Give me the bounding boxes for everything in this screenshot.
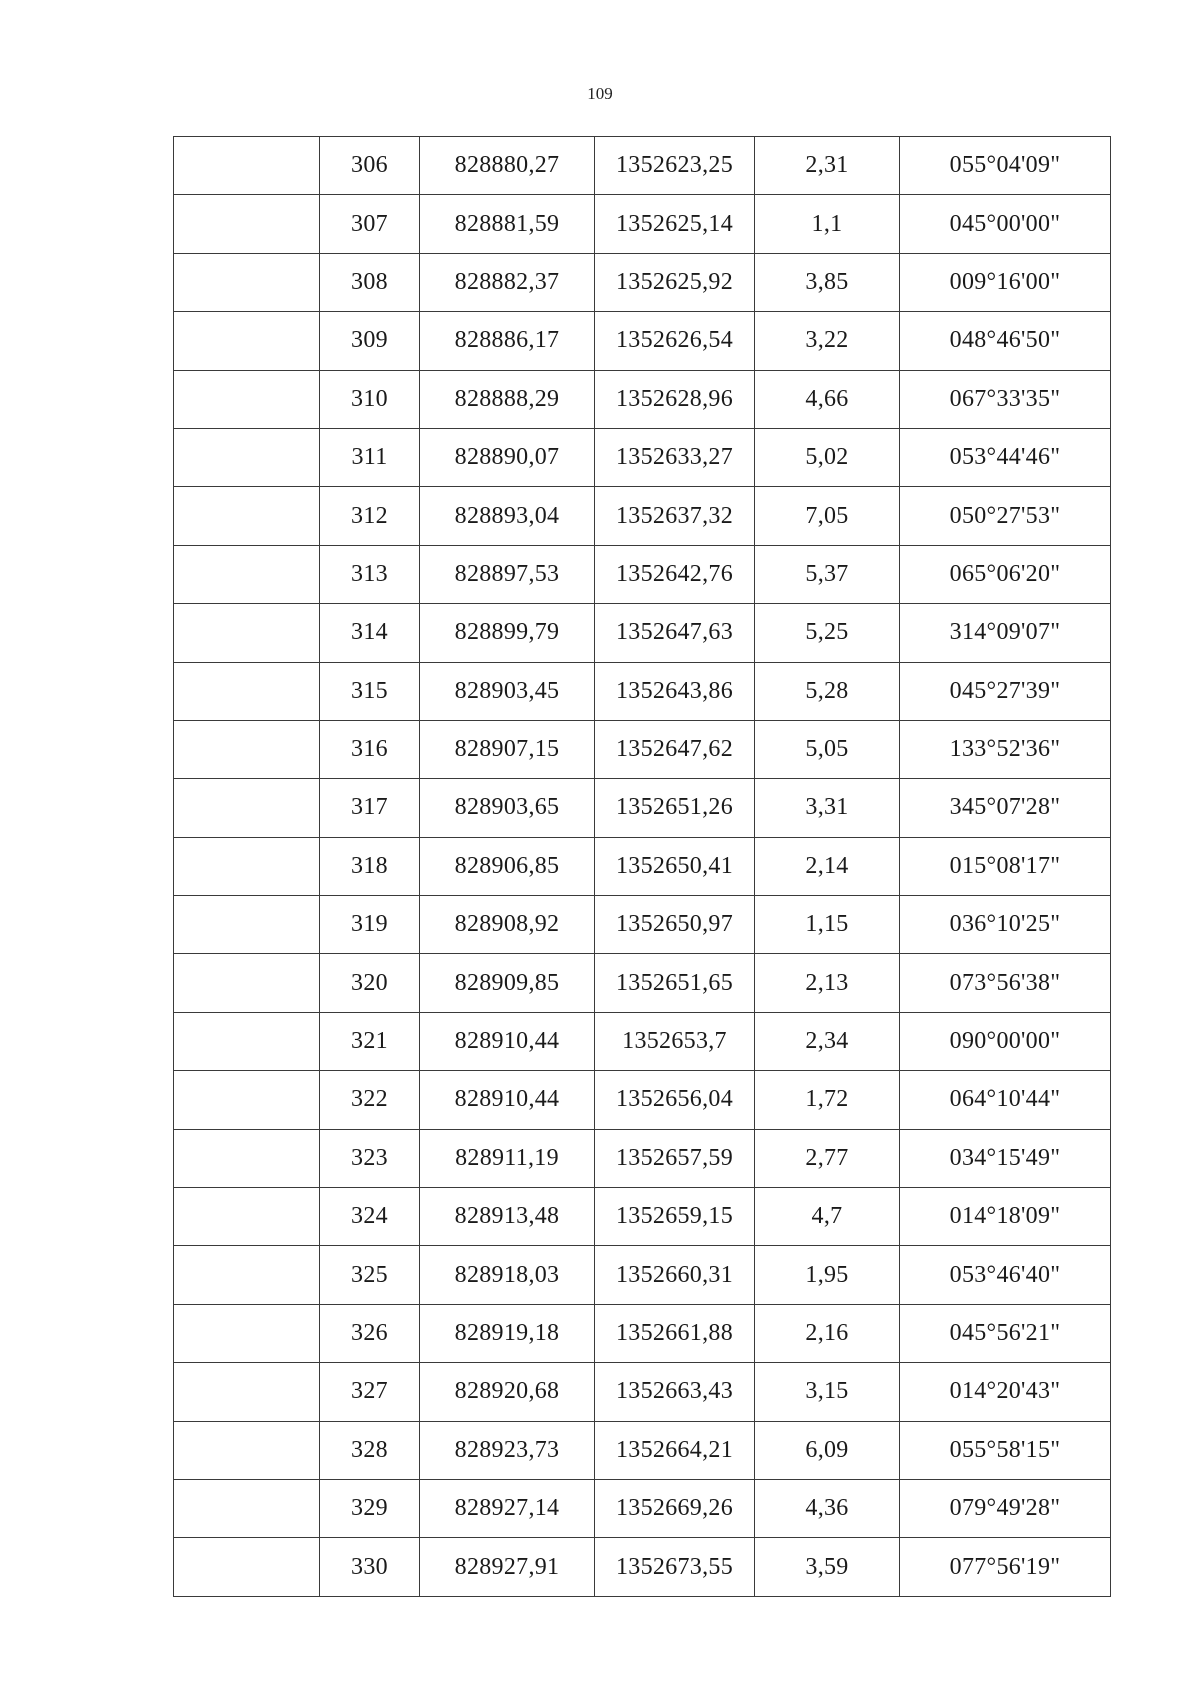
length-cell: 3,15: [755, 1363, 900, 1421]
x-coordinate-cell: 828920,68: [420, 1363, 595, 1421]
x-coordinate-cell: 828913,48: [420, 1188, 595, 1246]
direction-angle-cell: 050°27'53": [900, 487, 1111, 545]
x-coordinate-cell: 828907,15: [420, 720, 595, 778]
direction-angle-cell: 067°33'35": [900, 370, 1111, 428]
y-coordinate-cell: 1352650,41: [595, 837, 755, 895]
point-number-cell: 311: [320, 428, 420, 486]
x-coordinate-cell: 828897,53: [420, 545, 595, 603]
length-cell: 5,28: [755, 662, 900, 720]
table-row: [174, 253, 1111, 311]
x-coordinate-cell: 828882,37: [420, 253, 595, 311]
blank-cell: [174, 253, 320, 311]
point-number-cell: 308: [320, 253, 420, 311]
x-coordinate-cell: 828890,07: [420, 428, 595, 486]
direction-angle-cell: 055°04'09": [900, 137, 1111, 195]
length-cell: 2,77: [755, 1129, 900, 1187]
direction-angle-cell: 014°18'09": [900, 1188, 1111, 1246]
table-row: [174, 1188, 1111, 1246]
x-coordinate-cell: 828899,79: [420, 604, 595, 662]
blank-cell: [174, 1012, 320, 1070]
point-number-cell: 318: [320, 837, 420, 895]
direction-angle-cell: 077°56'19": [900, 1538, 1111, 1596]
length-cell: 1,1: [755, 195, 900, 253]
direction-angle-cell: 073°56'38": [900, 954, 1111, 1012]
y-coordinate-cell: 1352650,97: [595, 896, 755, 954]
blank-cell: [174, 954, 320, 1012]
direction-angle-cell: 064°10'44": [900, 1071, 1111, 1129]
point-number-cell: 324: [320, 1188, 420, 1246]
table-row: [174, 545, 1111, 603]
point-number-cell: 315: [320, 662, 420, 720]
x-coordinate-cell: 828881,59: [420, 195, 595, 253]
x-coordinate-cell: 828919,18: [420, 1304, 595, 1362]
table-row: [174, 312, 1111, 370]
table-row: [174, 954, 1111, 1012]
point-number-cell: 314: [320, 604, 420, 662]
y-coordinate-cell: 1352669,26: [595, 1479, 755, 1537]
x-coordinate-cell: 828886,17: [420, 312, 595, 370]
table-row: [174, 487, 1111, 545]
length-cell: 1,95: [755, 1246, 900, 1304]
blank-cell: [174, 896, 320, 954]
point-number-cell: 310: [320, 370, 420, 428]
blank-cell: [174, 1538, 320, 1596]
blank-cell: [174, 779, 320, 837]
y-coordinate-cell: 1352642,76: [595, 545, 755, 603]
blank-cell: [174, 837, 320, 895]
table-row: [174, 662, 1111, 720]
direction-angle-cell: 034°15'49": [900, 1129, 1111, 1187]
point-number-cell: 306: [320, 137, 420, 195]
y-coordinate-cell: 1352628,96: [595, 370, 755, 428]
direction-angle-cell: 053°46'40": [900, 1246, 1111, 1304]
blank-cell: [174, 662, 320, 720]
point-number-cell: 316: [320, 720, 420, 778]
length-cell: 2,16: [755, 1304, 900, 1362]
length-cell: 4,66: [755, 370, 900, 428]
direction-angle-cell: 090°00'00": [900, 1012, 1111, 1070]
direction-angle-cell: 048°46'50": [900, 312, 1111, 370]
blank-cell: [174, 1363, 320, 1421]
table-row: [174, 1304, 1111, 1362]
length-cell: 1,15: [755, 896, 900, 954]
blank-cell: [174, 428, 320, 486]
length-cell: 2,13: [755, 954, 900, 1012]
blank-cell: [174, 1421, 320, 1479]
direction-angle-cell: 015°08'17": [900, 837, 1111, 895]
length-cell: 5,25: [755, 604, 900, 662]
table-row: [174, 720, 1111, 778]
blank-cell: [174, 487, 320, 545]
blank-cell: [174, 720, 320, 778]
point-number-cell: 322: [320, 1071, 420, 1129]
y-coordinate-cell: 1352661,88: [595, 1304, 755, 1362]
coordinates-table-body: [174, 137, 1111, 1597]
direction-angle-cell: 055°58'15": [900, 1421, 1111, 1479]
blank-cell: [174, 195, 320, 253]
point-number-cell: 312: [320, 487, 420, 545]
point-number-cell: 319: [320, 896, 420, 954]
x-coordinate-cell: 828911,19: [420, 1129, 595, 1187]
x-coordinate-cell: 828909,85: [420, 954, 595, 1012]
length-cell: 2,14: [755, 837, 900, 895]
direction-angle-cell: 053°44'46": [900, 428, 1111, 486]
coordinates-table: [173, 136, 1111, 1597]
direction-angle-cell: 014°20'43": [900, 1363, 1111, 1421]
x-coordinate-cell: 828880,27: [420, 137, 595, 195]
point-number-cell: 327: [320, 1363, 420, 1421]
x-coordinate-cell: 828908,92: [420, 896, 595, 954]
blank-cell: [174, 312, 320, 370]
point-number-cell: 309: [320, 312, 420, 370]
x-coordinate-cell: 828910,44: [420, 1012, 595, 1070]
table-row: [174, 428, 1111, 486]
direction-angle-cell: 065°06'20": [900, 545, 1111, 603]
direction-angle-cell: 045°27'39": [900, 662, 1111, 720]
point-number-cell: 328: [320, 1421, 420, 1479]
direction-angle-cell: 009°16'00": [900, 253, 1111, 311]
y-coordinate-cell: 1352651,65: [595, 954, 755, 1012]
length-cell: 7,05: [755, 487, 900, 545]
blank-cell: [174, 1304, 320, 1362]
blank-cell: [174, 1246, 320, 1304]
length-cell: 5,05: [755, 720, 900, 778]
table-row: [174, 896, 1111, 954]
length-cell: 2,34: [755, 1012, 900, 1070]
length-cell: 1,72: [755, 1071, 900, 1129]
y-coordinate-cell: 1352660,31: [595, 1246, 755, 1304]
point-number-cell: 326: [320, 1304, 420, 1362]
point-number-cell: 325: [320, 1246, 420, 1304]
y-coordinate-cell: 1352647,63: [595, 604, 755, 662]
length-cell: 4,7: [755, 1188, 900, 1246]
point-number-cell: 323: [320, 1129, 420, 1187]
length-cell: 6,09: [755, 1421, 900, 1479]
table-row: [174, 1129, 1111, 1187]
length-cell: 4,36: [755, 1479, 900, 1537]
table-row: [174, 1363, 1111, 1421]
y-coordinate-cell: 1352673,55: [595, 1538, 755, 1596]
point-number-cell: 317: [320, 779, 420, 837]
y-coordinate-cell: 1352663,43: [595, 1363, 755, 1421]
x-coordinate-cell: 828927,14: [420, 1479, 595, 1537]
x-coordinate-cell: 828893,04: [420, 487, 595, 545]
length-cell: 3,85: [755, 253, 900, 311]
point-number-cell: 330: [320, 1538, 420, 1596]
blank-cell: [174, 370, 320, 428]
table-row: [174, 1538, 1111, 1596]
blank-cell: [174, 1129, 320, 1187]
blank-cell: [174, 1071, 320, 1129]
y-coordinate-cell: 1352625,92: [595, 253, 755, 311]
table-row: [174, 195, 1111, 253]
x-coordinate-cell: 828923,73: [420, 1421, 595, 1479]
direction-angle-cell: 045°00'00": [900, 195, 1111, 253]
length-cell: 5,02: [755, 428, 900, 486]
direction-angle-cell: 133°52'36": [900, 720, 1111, 778]
direction-angle-cell: 079°49'28": [900, 1479, 1111, 1537]
point-number-cell: 329: [320, 1479, 420, 1537]
table-row: [174, 1421, 1111, 1479]
x-coordinate-cell: 828918,03: [420, 1246, 595, 1304]
y-coordinate-cell: 1352664,21: [595, 1421, 755, 1479]
blank-cell: [174, 1188, 320, 1246]
table-row: [174, 370, 1111, 428]
blank-cell: [174, 604, 320, 662]
point-number-cell: 321: [320, 1012, 420, 1070]
direction-angle-cell: 036°10'25": [900, 896, 1111, 954]
y-coordinate-cell: 1352647,62: [595, 720, 755, 778]
length-cell: 3,31: [755, 779, 900, 837]
point-number-cell: 313: [320, 545, 420, 603]
table-row: [174, 137, 1111, 195]
y-coordinate-cell: 1352659,15: [595, 1188, 755, 1246]
table-row: [174, 1012, 1111, 1070]
y-coordinate-cell: 1352656,04: [595, 1071, 755, 1129]
x-coordinate-cell: 828927,91: [420, 1538, 595, 1596]
y-coordinate-cell: 1352623,25: [595, 137, 755, 195]
y-coordinate-cell: 1352637,32: [595, 487, 755, 545]
table-row: [174, 1246, 1111, 1304]
table-row: [174, 604, 1111, 662]
y-coordinate-cell: 1352633,27: [595, 428, 755, 486]
length-cell: 3,22: [755, 312, 900, 370]
x-coordinate-cell: 828906,85: [420, 837, 595, 895]
blank-cell: [174, 137, 320, 195]
y-coordinate-cell: 1352626,54: [595, 312, 755, 370]
x-coordinate-cell: 828903,65: [420, 779, 595, 837]
point-number-cell: 320: [320, 954, 420, 1012]
x-coordinate-cell: 828910,44: [420, 1071, 595, 1129]
y-coordinate-cell: 1352625,14: [595, 195, 755, 253]
x-coordinate-cell: 828903,45: [420, 662, 595, 720]
y-coordinate-cell: 1352643,86: [595, 662, 755, 720]
x-coordinate-cell: 828888,29: [420, 370, 595, 428]
table-row: [174, 1479, 1111, 1537]
table-row: [174, 837, 1111, 895]
length-cell: 5,37: [755, 545, 900, 603]
direction-angle-cell: 045°56'21": [900, 1304, 1111, 1362]
length-cell: 3,59: [755, 1538, 900, 1596]
page-number: 109: [587, 84, 613, 103]
length-cell: 2,31: [755, 137, 900, 195]
direction-angle-cell: 314°09'07": [900, 604, 1111, 662]
table-row: [174, 1071, 1111, 1129]
y-coordinate-cell: 1352653,7: [595, 1012, 755, 1070]
y-coordinate-cell: 1352651,26: [595, 779, 755, 837]
direction-angle-cell: 345°07'28": [900, 779, 1111, 837]
point-number-cell: 307: [320, 195, 420, 253]
table-row: [174, 779, 1111, 837]
blank-cell: [174, 545, 320, 603]
y-coordinate-cell: 1352657,59: [595, 1129, 755, 1187]
blank-cell: [174, 1479, 320, 1537]
